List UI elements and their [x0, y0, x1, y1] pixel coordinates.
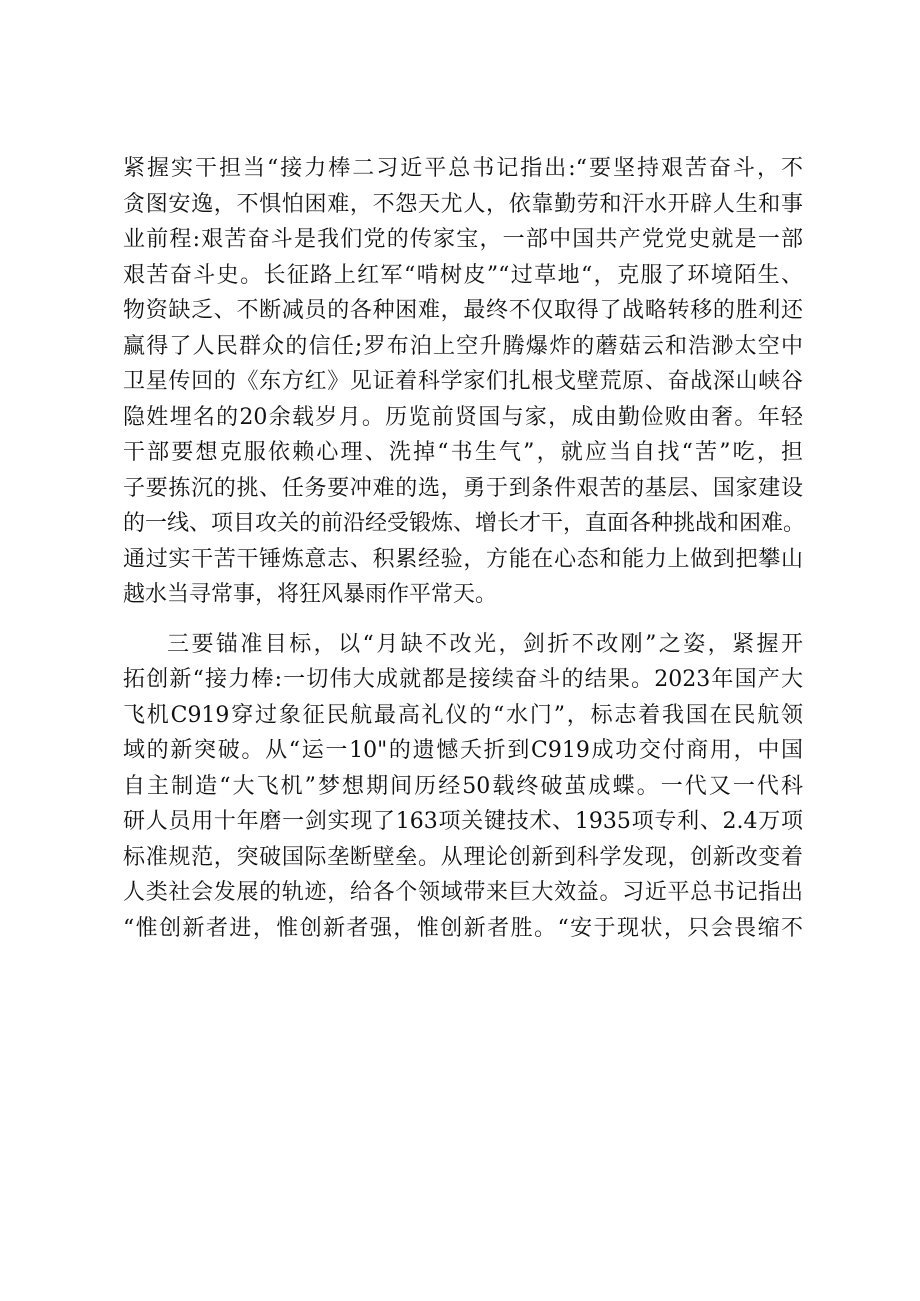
text-line: 干部要想克服依赖心理、洗掉“书生气”，就应当自找“苦”吃，担: [123, 440, 803, 465]
text-line: 物资缺乏、不断减员的各种困难，最终不仅取得了战略转移的胜利还: [123, 298, 803, 323]
paragraph-1: [123, 151, 806, 613]
text-line: 三要锚准目标，以“月缺不改光，剑折不改刚”之姿，紧握开: [167, 631, 803, 657]
paragraph-2: [123, 627, 803, 947]
text-line: 研人员用十年磨一剑实现了163项关键技术、1935项专利、2.4万项: [123, 809, 803, 834]
text-line: 紧握实干担当“接力棒二习近平总书记指出:“要坚持艰苦奋斗，不: [123, 156, 803, 181]
text-line: 域的新突破。从“运一10"的遗憾夭折到C919成功交付商用，中国: [123, 738, 803, 763]
text-line: 越水当寻常事，将狂风暴雨作平常天。: [123, 582, 498, 607]
text-line: 标准规范，突破国际垄断壁垒。从理论创新到科学发现，创新改变着: [123, 844, 803, 870]
text-line: 艰苦奋斗史。长征路上红军“啃树皮”“过草地“，克服了环境陌生、: [123, 262, 803, 288]
text-line: 卫星传回的《东方红》见证着科学家们扎根戈壁荒原、奋战深山峡谷: [123, 369, 803, 394]
text-line: 赢得了人民群众的信任;罗布泊上空升腾爆炸的蘑菇云和浩渺太空中: [123, 333, 803, 359]
text-line: 子要拣沉的挑、任务要冲难的选，勇于到条件艰苦的基层、国家建设: [123, 475, 803, 501]
document-body: [123, 151, 806, 946]
text-line: 通过实干苦干锤炼意志、积累经验，方能在心态和能力上做到把攀山: [123, 546, 803, 572]
text-line: 的一线、项目攻关的前沿经受锻炼、增长才干，直面各种挑战和困难。: [123, 511, 806, 536]
text-line: 人类社会发展的轨迹，给各个领域带来巨大效益。习近平总书记指出: [123, 880, 803, 905]
text-line: 自主制造“大飞机”梦想期间历经50载终破茧成蝶。一代又一代科: [123, 773, 803, 799]
text-line: 飞机C919穿过象征民航最高礼仪的“水门”，标志着我国在民航领: [123, 702, 803, 728]
paragraph-gap: [123, 613, 803, 627]
text-line: 拓创新“接力棒:一切伟大成就都是接续奋斗的结果。2023年国产大: [123, 667, 803, 692]
text-line: 业前程:艰苦奋斗是我们党的传家宝，一部中国共产党党史就是一部: [123, 227, 803, 252]
text-line: 隐姓埋名的20余载岁月。历览前贤国与家，成由勤俭败由奢。年轻: [123, 404, 803, 430]
text-line: 贪图安逸，不惧怕困难，不怨天尤人，依靠勤劳和汗水开辟人生和事: [123, 191, 803, 217]
text-line: “惟创新者进，惟创新者强，惟创新者胜。“安于现状，只会畏缩不: [123, 915, 803, 941]
